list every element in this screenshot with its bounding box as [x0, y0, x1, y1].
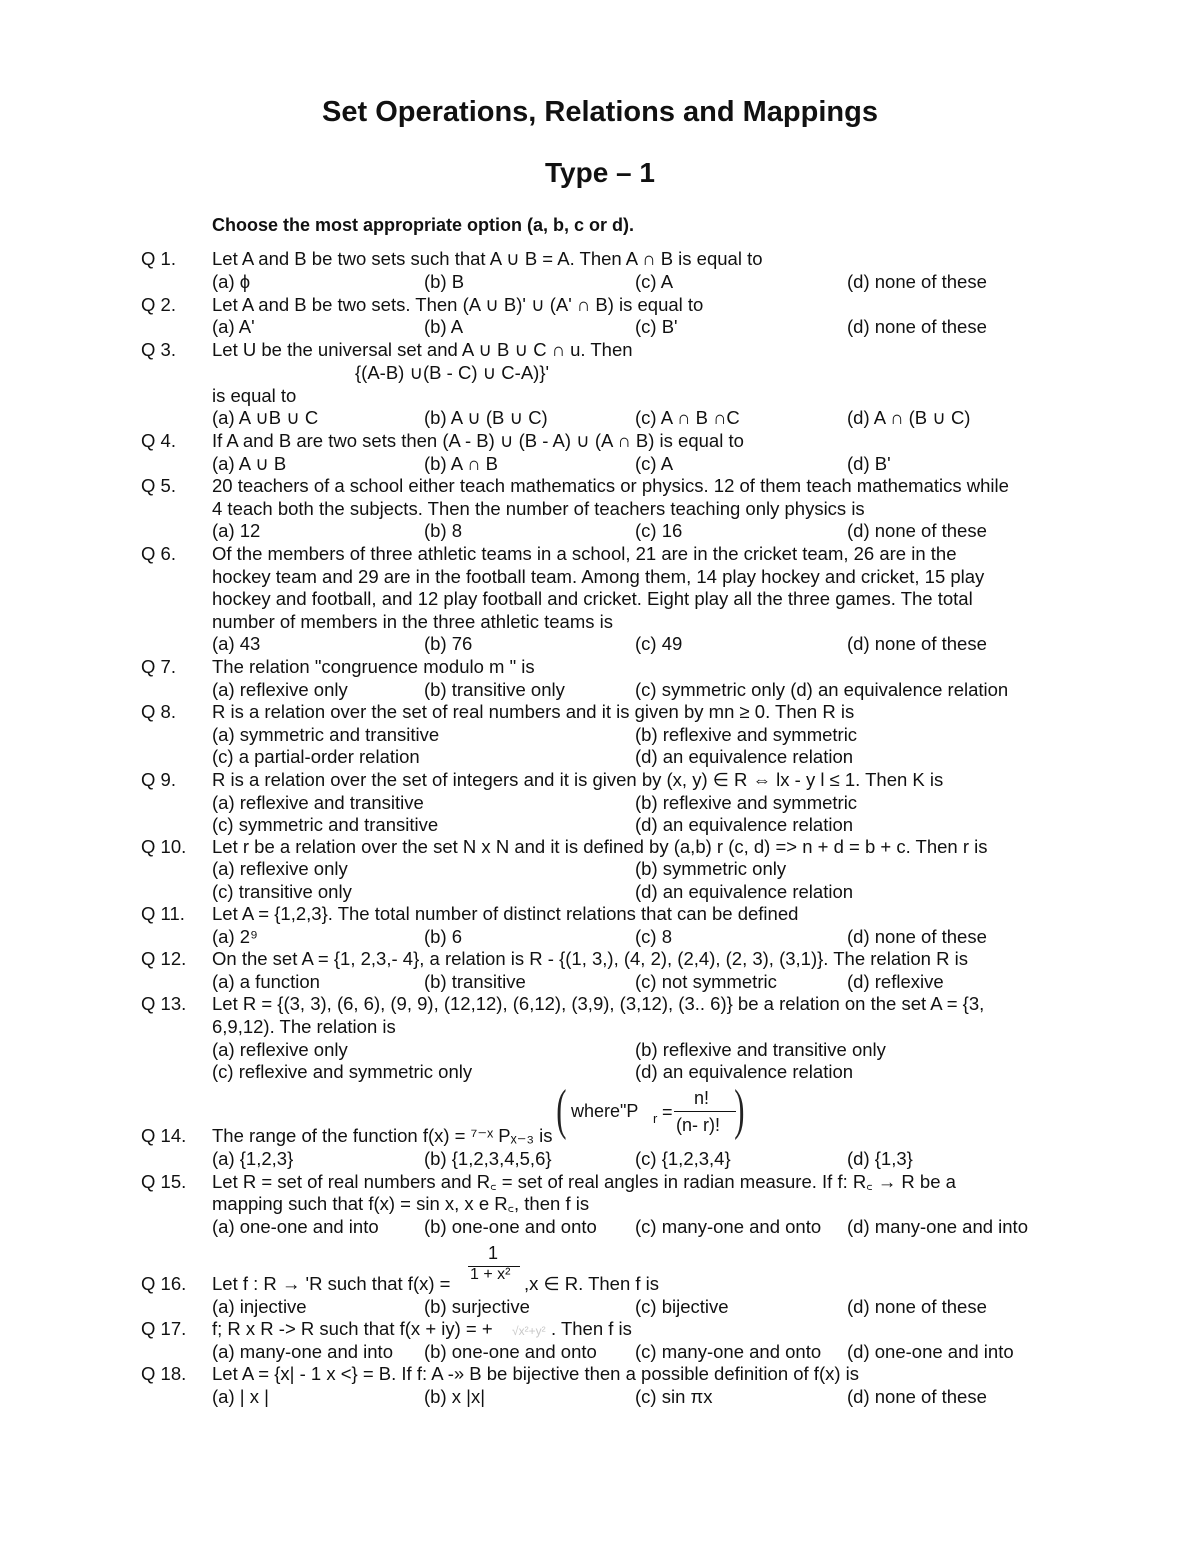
- formula-left-paren: (: [556, 1079, 567, 1141]
- question-text: On the set A = {1, 2,3,- 4}, a relation is R - {(1, 3,), (4, 2), (2,4), (2, 3), (3,1)}. The relation R is: [212, 948, 968, 969]
- option-a: (a) {1,2,3}: [212, 1148, 294, 1169]
- option-a: (a) reflexive and transitive: [212, 792, 424, 813]
- question-text: . Then f is: [551, 1318, 632, 1339]
- option-d: (d) none of these: [847, 926, 987, 947]
- option-b: (b) symmetric only: [635, 858, 787, 879]
- option-a: (a) A': [212, 316, 255, 337]
- option-d: (d) {1,3}: [847, 1148, 913, 1169]
- option-d: (d) an equivalence relation: [635, 1061, 854, 1082]
- option-b: (b) A ∪ (B ∪ C): [424, 407, 548, 428]
- question-text: R is a relation over the set of integers and it is given by (x, y) ∈ R ⇔ lx - y l ≤ 1. Then K is: [212, 769, 944, 790]
- option-b: (b) reflexive and transitive only: [635, 1039, 886, 1060]
- option-d: (d) an equivalence relation: [635, 881, 854, 902]
- question-number: Q 12.: [141, 948, 187, 969]
- question-number: Q 5.: [141, 475, 176, 496]
- question-text: Of the members of three athletic teams in a school, 21 are in the cricket team, 26 are in the: [212, 543, 957, 564]
- question-text: Let A and B be two sets such that A ∪ B = A. Then A ∩ B is equal to: [212, 248, 763, 269]
- question-text: Let R = set of real numbers and R꜀ = set of real angles in radian measure. If f: R꜀ → R be a: [212, 1171, 956, 1192]
- question-number: Q 8.: [141, 701, 176, 722]
- question-number: Q 4.: [141, 430, 176, 451]
- question-text: Let A = {x| - 1 x <} = B. If f: A -» B be bijective then a possible definition of f(x) is: [212, 1363, 860, 1384]
- option-b: (b) transitive only: [424, 679, 565, 700]
- option-a: (a) ϕ: [212, 271, 251, 292]
- page-title: Set Operations, Relations and Mappings: [322, 96, 878, 128]
- question-text: hockey team and 29 are in the football team. Among them, 14 play hockey and cricket, 15 play: [212, 566, 985, 587]
- option-c: (c) 8: [635, 926, 672, 947]
- option-b: (b) 6: [424, 926, 463, 947]
- option-d: (d) none of these: [847, 1386, 987, 1407]
- option-b: (b) B: [424, 271, 465, 292]
- question-text: Let r be a relation over the set N x N and it is defined by (a,b) r (c, d) => n + d = b + c. Then r is: [212, 836, 988, 857]
- option-d: (d) reflexive: [847, 971, 944, 992]
- option-b: (b) reflexive and symmetric: [635, 724, 858, 745]
- option-d: (d) A ∩ (B ∪ C): [847, 407, 971, 428]
- option-d: (d) none of these: [847, 271, 987, 292]
- option-a: (a) reflexive only: [212, 679, 348, 700]
- option-c: (c) {1,2,3,4}: [635, 1148, 731, 1169]
- option-c: (c) A: [635, 453, 674, 474]
- question-number: Q 7.: [141, 656, 176, 677]
- formula-denominator: (n- r)!: [676, 1115, 720, 1135]
- instruction-text: Choose the most appropriate option (a, b, c or d).: [212, 215, 635, 235]
- question-number: Q 11.: [141, 903, 185, 924]
- option-c: (c) 49: [635, 633, 683, 654]
- question-number: Q 13.: [141, 993, 187, 1014]
- faint-formula: √x²+y²: [512, 1324, 546, 1338]
- option-b: (b) A ∩ B: [424, 453, 498, 474]
- option-a: (a) symmetric and transitive: [212, 724, 440, 745]
- question-number: Q 10.: [141, 836, 187, 857]
- formula-numerator: n!: [694, 1088, 710, 1108]
- question-number: Q 6.: [141, 543, 176, 564]
- question-expression: {(A-B) ∪(B - C) ∪ C-A)}': [355, 362, 550, 383]
- option-a: (a) many-one and into: [212, 1341, 393, 1362]
- option-b: (b) transitive: [424, 971, 526, 992]
- question-text: The range of the function f(x) = ⁷⁻ˣ Pₓ₋₃ is: [212, 1125, 553, 1146]
- option-c: (c) symmetric and transitive: [212, 814, 439, 835]
- option-c: (c) transitive only: [212, 881, 352, 902]
- option-a: (a) injective: [212, 1296, 307, 1317]
- question-number: Q 17.: [141, 1318, 187, 1339]
- question-text: is equal to: [212, 385, 297, 406]
- option-c: (c) symmetric only (d) an equivalence relation: [635, 679, 1009, 700]
- option-c: (c) a partial-order relation: [212, 746, 420, 767]
- question-number: Q 16.: [141, 1273, 187, 1294]
- option-c: (c) A ∩ B ∩C: [635, 407, 740, 428]
- option-b: (b) A: [424, 316, 464, 337]
- option-d: (d) none of these: [847, 316, 987, 337]
- formula-subscript: r: [653, 1111, 658, 1126]
- option-a: (a) 43: [212, 633, 261, 654]
- question-text: Let R = {(3, 3), (6, 6), (9, 9), (12,12), (6,12), (3,9), (3,12), (3.. 6)} be a relation on the set A = {3,: [212, 993, 985, 1014]
- option-b: (b) one-one and onto: [424, 1216, 597, 1237]
- option-d: (d) none of these: [847, 1296, 987, 1317]
- option-a: (a) one-one and into: [212, 1216, 379, 1237]
- formula-right-paren: ): [734, 1079, 745, 1141]
- question-text: The relation "congruence modulo m " is: [212, 656, 535, 677]
- question-text: R is a relation over the set of real numbers and it is given by mn ≥ 0. Then R is: [212, 701, 855, 722]
- option-d: (d) many-one and into: [847, 1216, 1028, 1237]
- option-b: (b) reflexive and symmetric: [635, 792, 858, 813]
- option-c: (c) A: [635, 271, 674, 292]
- question-text: 6,9,12). The relation is: [212, 1016, 396, 1037]
- section-subtitle: Type – 1: [545, 157, 655, 188]
- fraction-denominator: 1 + x²: [470, 1266, 511, 1283]
- option-a: (a) a function: [212, 971, 320, 992]
- question-text: ,x ∈ R. Then f is: [524, 1273, 660, 1294]
- option-a: (a) 2⁹: [212, 926, 258, 947]
- question-text: 4 teach both the subjects. Then the number of teachers teaching only physics is: [212, 498, 865, 519]
- option-d: (d) none of these: [847, 520, 987, 541]
- question-text: Let U be the universal set and A ∪ B ∪ C ∩ u. Then: [212, 339, 633, 360]
- question-text: number of members in the three athletic teams is: [212, 611, 614, 632]
- question-text: Let f : R → 'R such that f(x) =: [212, 1273, 451, 1294]
- option-a: (a) reflexive only: [212, 858, 348, 879]
- option-c: (c) sin πx: [635, 1386, 713, 1407]
- option-d: (d) one-one and into: [847, 1341, 1014, 1362]
- fraction-numerator: 1: [488, 1243, 499, 1263]
- option-b: (b) one-one and onto: [424, 1341, 597, 1362]
- option-d: (d) B': [847, 453, 891, 474]
- fraction-bar: [674, 1111, 736, 1112]
- question-number: Q 3.: [141, 339, 176, 360]
- question-text: mapping such that f(x) = sin x, x e R꜀, then f is: [212, 1193, 590, 1214]
- question-text: f; R x R -> R such that f(x + iy) = +: [212, 1318, 493, 1339]
- option-c: (c) many-one and onto: [635, 1216, 822, 1237]
- option-c: (c) many-one and onto: [635, 1341, 822, 1362]
- question-number: Q 1.: [141, 248, 176, 269]
- question-number: Q 14.: [141, 1125, 187, 1146]
- option-b: (b) {1,2,3,4,5,6}: [424, 1148, 552, 1169]
- option-d: (d) an equivalence relation: [635, 814, 854, 835]
- option-a: (a) A ∪ B: [212, 453, 287, 474]
- question-text: If A and B are two sets then (A - B) ∪ (B - A) ∪ (A ∩ B) is equal to: [212, 430, 744, 451]
- option-c: (c) not symmetric: [635, 971, 777, 992]
- option-a: (a) reflexive only: [212, 1039, 348, 1060]
- option-a: (a) | x |: [212, 1386, 269, 1407]
- question-number: Q 18.: [141, 1363, 187, 1384]
- option-c: (c) bijective: [635, 1296, 729, 1317]
- option-b: (b) 76: [424, 633, 473, 654]
- option-b: (b) surjective: [424, 1296, 530, 1317]
- question-text: Let A and B be two sets. Then (A ∪ B)' ∪ (A' ∩ B) is equal to: [212, 294, 704, 315]
- option-d: (d) an equivalence relation: [635, 746, 854, 767]
- question-text: 20 teachers of a school either teach mathematics or physics. 12 of them teach mathematics while: [212, 475, 1009, 496]
- question-number: Q 2.: [141, 294, 176, 315]
- option-c: (c) reflexive and symmetric only: [212, 1061, 473, 1082]
- option-a: (a) A ∪B ∪ C: [212, 407, 319, 428]
- formula-equals: =: [662, 1102, 673, 1122]
- option-b: (b) 8: [424, 520, 463, 541]
- formula-prefix: where"P: [571, 1101, 639, 1121]
- question-number: Q 15.: [141, 1171, 187, 1192]
- option-b: (b) x |x|: [424, 1386, 486, 1407]
- option-d: (d) none of these: [847, 633, 987, 654]
- option-a: (a) 12: [212, 520, 261, 541]
- option-c: (c) B': [635, 316, 678, 337]
- question-text: hockey and football, and 12 play football and cricket. Eight play all the three games. The total: [212, 588, 973, 609]
- option-c: (c) 16: [635, 520, 683, 541]
- question-number: Q 9.: [141, 769, 176, 790]
- question-text: Let A = {1,2,3}. The total number of distinct relations that can be defined: [212, 903, 799, 924]
